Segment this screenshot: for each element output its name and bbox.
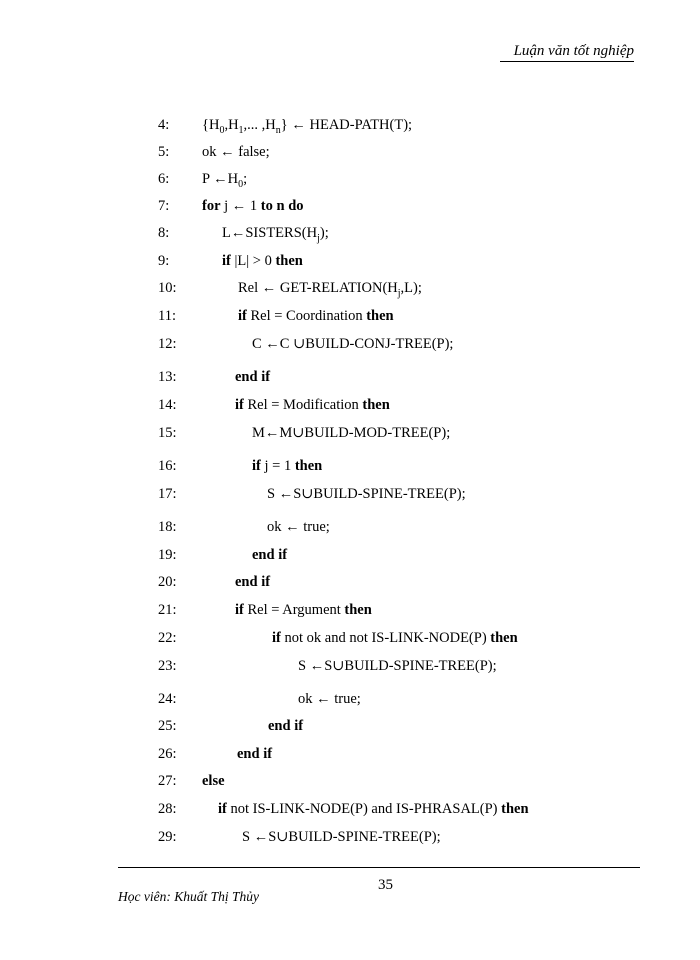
code-line xyxy=(0,484,700,504)
code-line xyxy=(0,456,700,476)
page-number: 35 xyxy=(378,877,393,893)
code-line xyxy=(0,656,700,676)
statement xyxy=(202,115,412,135)
subscript: j xyxy=(317,232,320,244)
subscript: n xyxy=(275,124,281,136)
code-line xyxy=(0,423,700,443)
statement xyxy=(267,484,466,504)
keyword: if xyxy=(222,253,231,269)
statement xyxy=(252,423,450,443)
line-number: 28: xyxy=(158,801,177,817)
footer-divider xyxy=(118,867,640,868)
code-text: Rel = Coordination xyxy=(246,308,367,324)
code-text: not IS-LINK-NODE(P) and IS-PHRASAL(P) xyxy=(226,801,502,817)
statement xyxy=(238,278,422,298)
code-line xyxy=(0,716,700,736)
footer-author: Học viên: Khuất Thị Thủy xyxy=(118,889,259,904)
code-text: not ok and not IS-LINK-NODE(P) xyxy=(280,630,491,646)
code-text: Rel = Modification xyxy=(243,397,363,413)
line-number: 13: xyxy=(158,369,177,385)
subscript: 0 xyxy=(219,124,225,136)
code-line xyxy=(0,628,700,648)
line-number: 26: xyxy=(158,746,177,762)
keyword: if xyxy=(235,397,244,413)
statement xyxy=(298,689,361,709)
code-text: P ←H xyxy=(202,171,239,187)
code-text: L←SISTERS(H xyxy=(222,225,318,241)
code-text: ); xyxy=(319,225,329,241)
line-number: 22: xyxy=(158,630,177,646)
statement xyxy=(235,367,270,387)
line-number: 18: xyxy=(158,519,177,535)
line-number: 4: xyxy=(158,117,170,133)
line-number: 16: xyxy=(158,458,177,474)
code-line xyxy=(0,395,700,415)
code-text: Rel = Argument xyxy=(243,602,345,618)
header-title: Luận văn tốt nghiệp xyxy=(513,43,634,59)
keyword: then xyxy=(362,397,390,413)
code-text: S ←S∪BUILD-SPINE-TREE(P); xyxy=(298,658,497,674)
line-number: 11: xyxy=(158,308,176,324)
subscript: j xyxy=(397,287,401,299)
code-line xyxy=(0,196,700,216)
code-text: C ←C ∪BUILD-CONJ-TREE(P); xyxy=(252,336,454,352)
keyword: if xyxy=(218,801,227,817)
keyword: if xyxy=(238,308,247,324)
line-number: 8: xyxy=(158,225,170,241)
code-text: M←M∪BUILD-MOD-TREE(P); xyxy=(252,425,451,441)
line-number: 19: xyxy=(158,547,177,563)
keyword: end if xyxy=(235,574,271,590)
code-line xyxy=(0,545,700,565)
line-number: 9: xyxy=(158,253,170,269)
code-line xyxy=(0,771,700,791)
code-text: ok ← false; xyxy=(202,144,270,160)
code-text: ok ← true; xyxy=(298,691,361,707)
line-number: 21: xyxy=(158,602,177,618)
code-line xyxy=(0,799,700,819)
code-text: ; xyxy=(243,171,248,187)
code-text: ok ← true; xyxy=(267,519,330,535)
code-text: Rel ← GET-RELATION(H xyxy=(238,280,398,296)
statement xyxy=(272,628,518,648)
statement xyxy=(252,456,322,476)
keyword: end if xyxy=(268,718,304,734)
keyword: else xyxy=(202,773,225,789)
subscript: 1 xyxy=(238,124,244,136)
keyword: if xyxy=(252,458,261,474)
statement xyxy=(235,600,372,620)
code-text: ,L); xyxy=(400,280,422,296)
line-number: 23: xyxy=(158,658,177,674)
statement xyxy=(235,572,270,592)
code-line xyxy=(0,306,700,326)
statement xyxy=(298,656,497,676)
line-number: 7: xyxy=(158,198,170,214)
statement xyxy=(242,827,441,847)
code-line xyxy=(0,223,700,243)
keyword: for xyxy=(202,198,221,214)
statement xyxy=(268,716,303,736)
code-text: j = 1 xyxy=(260,458,295,474)
keyword: end if xyxy=(235,369,271,385)
code-line xyxy=(0,600,700,620)
line-number: 20: xyxy=(158,574,177,590)
code-text: S ←S∪BUILD-SPINE-TREE(P); xyxy=(242,829,441,845)
header-divider xyxy=(500,61,634,62)
line-number: 25: xyxy=(158,718,177,734)
code-line xyxy=(0,142,700,162)
line-number: 10: xyxy=(158,280,177,296)
code-text: {H xyxy=(202,117,220,133)
code-line xyxy=(0,827,700,847)
code-line xyxy=(0,334,700,354)
keyword: then xyxy=(490,630,518,646)
line-number: 15: xyxy=(158,425,177,441)
code-text: |L| > 0 xyxy=(230,253,276,269)
keyword: end if xyxy=(252,547,288,563)
code-text: S ←S∪BUILD-SPINE-TREE(P); xyxy=(267,486,466,502)
statement xyxy=(267,517,330,537)
line-number: 29: xyxy=(158,829,177,845)
line-number: 5: xyxy=(158,144,170,160)
code-line xyxy=(0,251,700,271)
statement xyxy=(222,251,303,271)
code-line xyxy=(0,367,700,387)
line-number: 14: xyxy=(158,397,177,413)
statement xyxy=(202,196,304,216)
statement xyxy=(238,306,394,326)
code-line xyxy=(0,115,700,135)
code-line xyxy=(0,517,700,537)
line-number: 12: xyxy=(158,336,177,352)
code-line xyxy=(0,278,700,298)
statement xyxy=(218,799,529,819)
code-line xyxy=(0,744,700,764)
keyword: end if xyxy=(237,746,273,762)
code-text: ,... ,H xyxy=(243,117,276,133)
subscript: 0 xyxy=(238,178,244,190)
code-line xyxy=(0,169,700,189)
keyword: then xyxy=(344,602,372,618)
line-number: 17: xyxy=(158,486,177,502)
statement xyxy=(252,334,453,354)
keyword: then xyxy=(501,801,529,817)
keyword: to n do xyxy=(260,198,304,214)
line-number: 24: xyxy=(158,691,177,707)
keyword: then xyxy=(366,308,394,324)
statement xyxy=(202,142,270,162)
code-line xyxy=(0,572,700,592)
statement xyxy=(252,545,287,565)
statement xyxy=(202,771,225,791)
keyword: if xyxy=(272,630,281,646)
code-text: } ← HEAD-PATH(T); xyxy=(280,117,413,133)
keyword: then xyxy=(275,253,303,269)
line-number: 6: xyxy=(158,171,170,187)
statement xyxy=(202,169,247,189)
statement xyxy=(237,744,272,764)
statement xyxy=(222,223,329,243)
statement xyxy=(235,395,390,415)
code-text: ,H xyxy=(224,117,239,133)
keyword: if xyxy=(235,602,244,618)
keyword: then xyxy=(294,458,323,474)
code-line xyxy=(0,689,700,709)
line-number: 27: xyxy=(158,773,177,789)
code-text: j ← 1 xyxy=(220,198,261,214)
